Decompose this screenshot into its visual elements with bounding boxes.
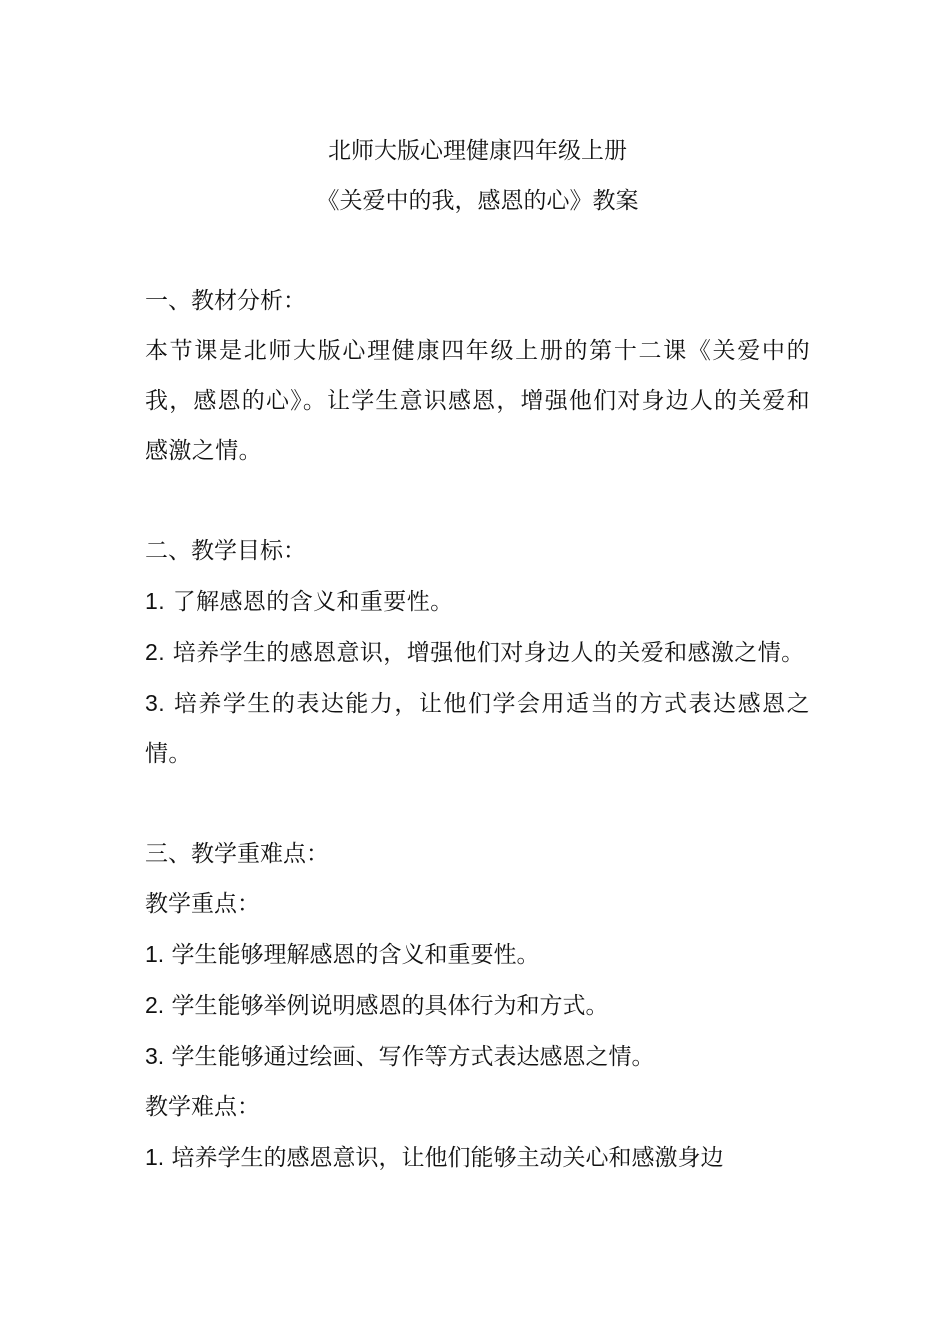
item-text: 学生能够理解感恩的含义和重要性。 xyxy=(171,942,540,968)
section-heading-materials: 一、教材分析： xyxy=(145,288,306,314)
section-heading-objectives: 二、教学目标： xyxy=(145,538,306,564)
objective-item xyxy=(145,627,810,678)
spacer xyxy=(145,779,810,829)
item-number: 2. xyxy=(145,992,165,1018)
spacer xyxy=(145,226,810,276)
objective-item xyxy=(145,678,810,779)
subheading-difficult-points: 教学难点： xyxy=(145,1094,260,1120)
item-text: 学生能够通过绘画、写作等方式表达感恩之情。 xyxy=(171,1044,655,1070)
difficult-point-item xyxy=(145,1132,810,1183)
item-text: 培养学生的感恩意识，增强他们对身边人的关爱和感激之情。 xyxy=(172,640,805,666)
key-point-item xyxy=(145,929,810,980)
document-title-line-1: 北师大版心理健康四年级上册 xyxy=(328,138,627,164)
item-text: 了解感恩的含义和重要性。 xyxy=(172,589,454,615)
item-number: 1. xyxy=(145,941,165,967)
key-point-item xyxy=(145,980,810,1031)
materials-paragraph: 本节课是北师大版心理健康四年级上册的第十二课《关爱中的我，感恩的心》。让学生意识感恩，增强他们对身边人的关爱和感激之情。 xyxy=(145,338,810,464)
item-text: 培养学生的感恩意识，让他们能够主动关心和感激身边 xyxy=(171,1145,724,1171)
item-number: 2. xyxy=(145,639,165,665)
item-number: 1. xyxy=(145,1144,165,1170)
objective-item xyxy=(145,576,810,627)
item-number: 1. xyxy=(145,588,165,614)
section-heading-key-points: 三、教学重难点： xyxy=(145,841,329,867)
document-page xyxy=(145,126,810,1183)
key-point-item xyxy=(145,1031,810,1082)
item-number: 3. xyxy=(145,1043,165,1069)
item-text: 学生能够举例说明感恩的具体行为和方式。 xyxy=(171,993,609,1019)
document-title-line-2: 《关爱中的我，感恩的心》教案 xyxy=(316,188,639,214)
item-text: 培养学生的表达能力，让他们学会用适当的方式表达感恩之情。 xyxy=(145,691,810,767)
item-number: 3. xyxy=(145,690,165,716)
spacer xyxy=(145,476,810,526)
subheading-key-points: 教学重点： xyxy=(145,891,260,917)
